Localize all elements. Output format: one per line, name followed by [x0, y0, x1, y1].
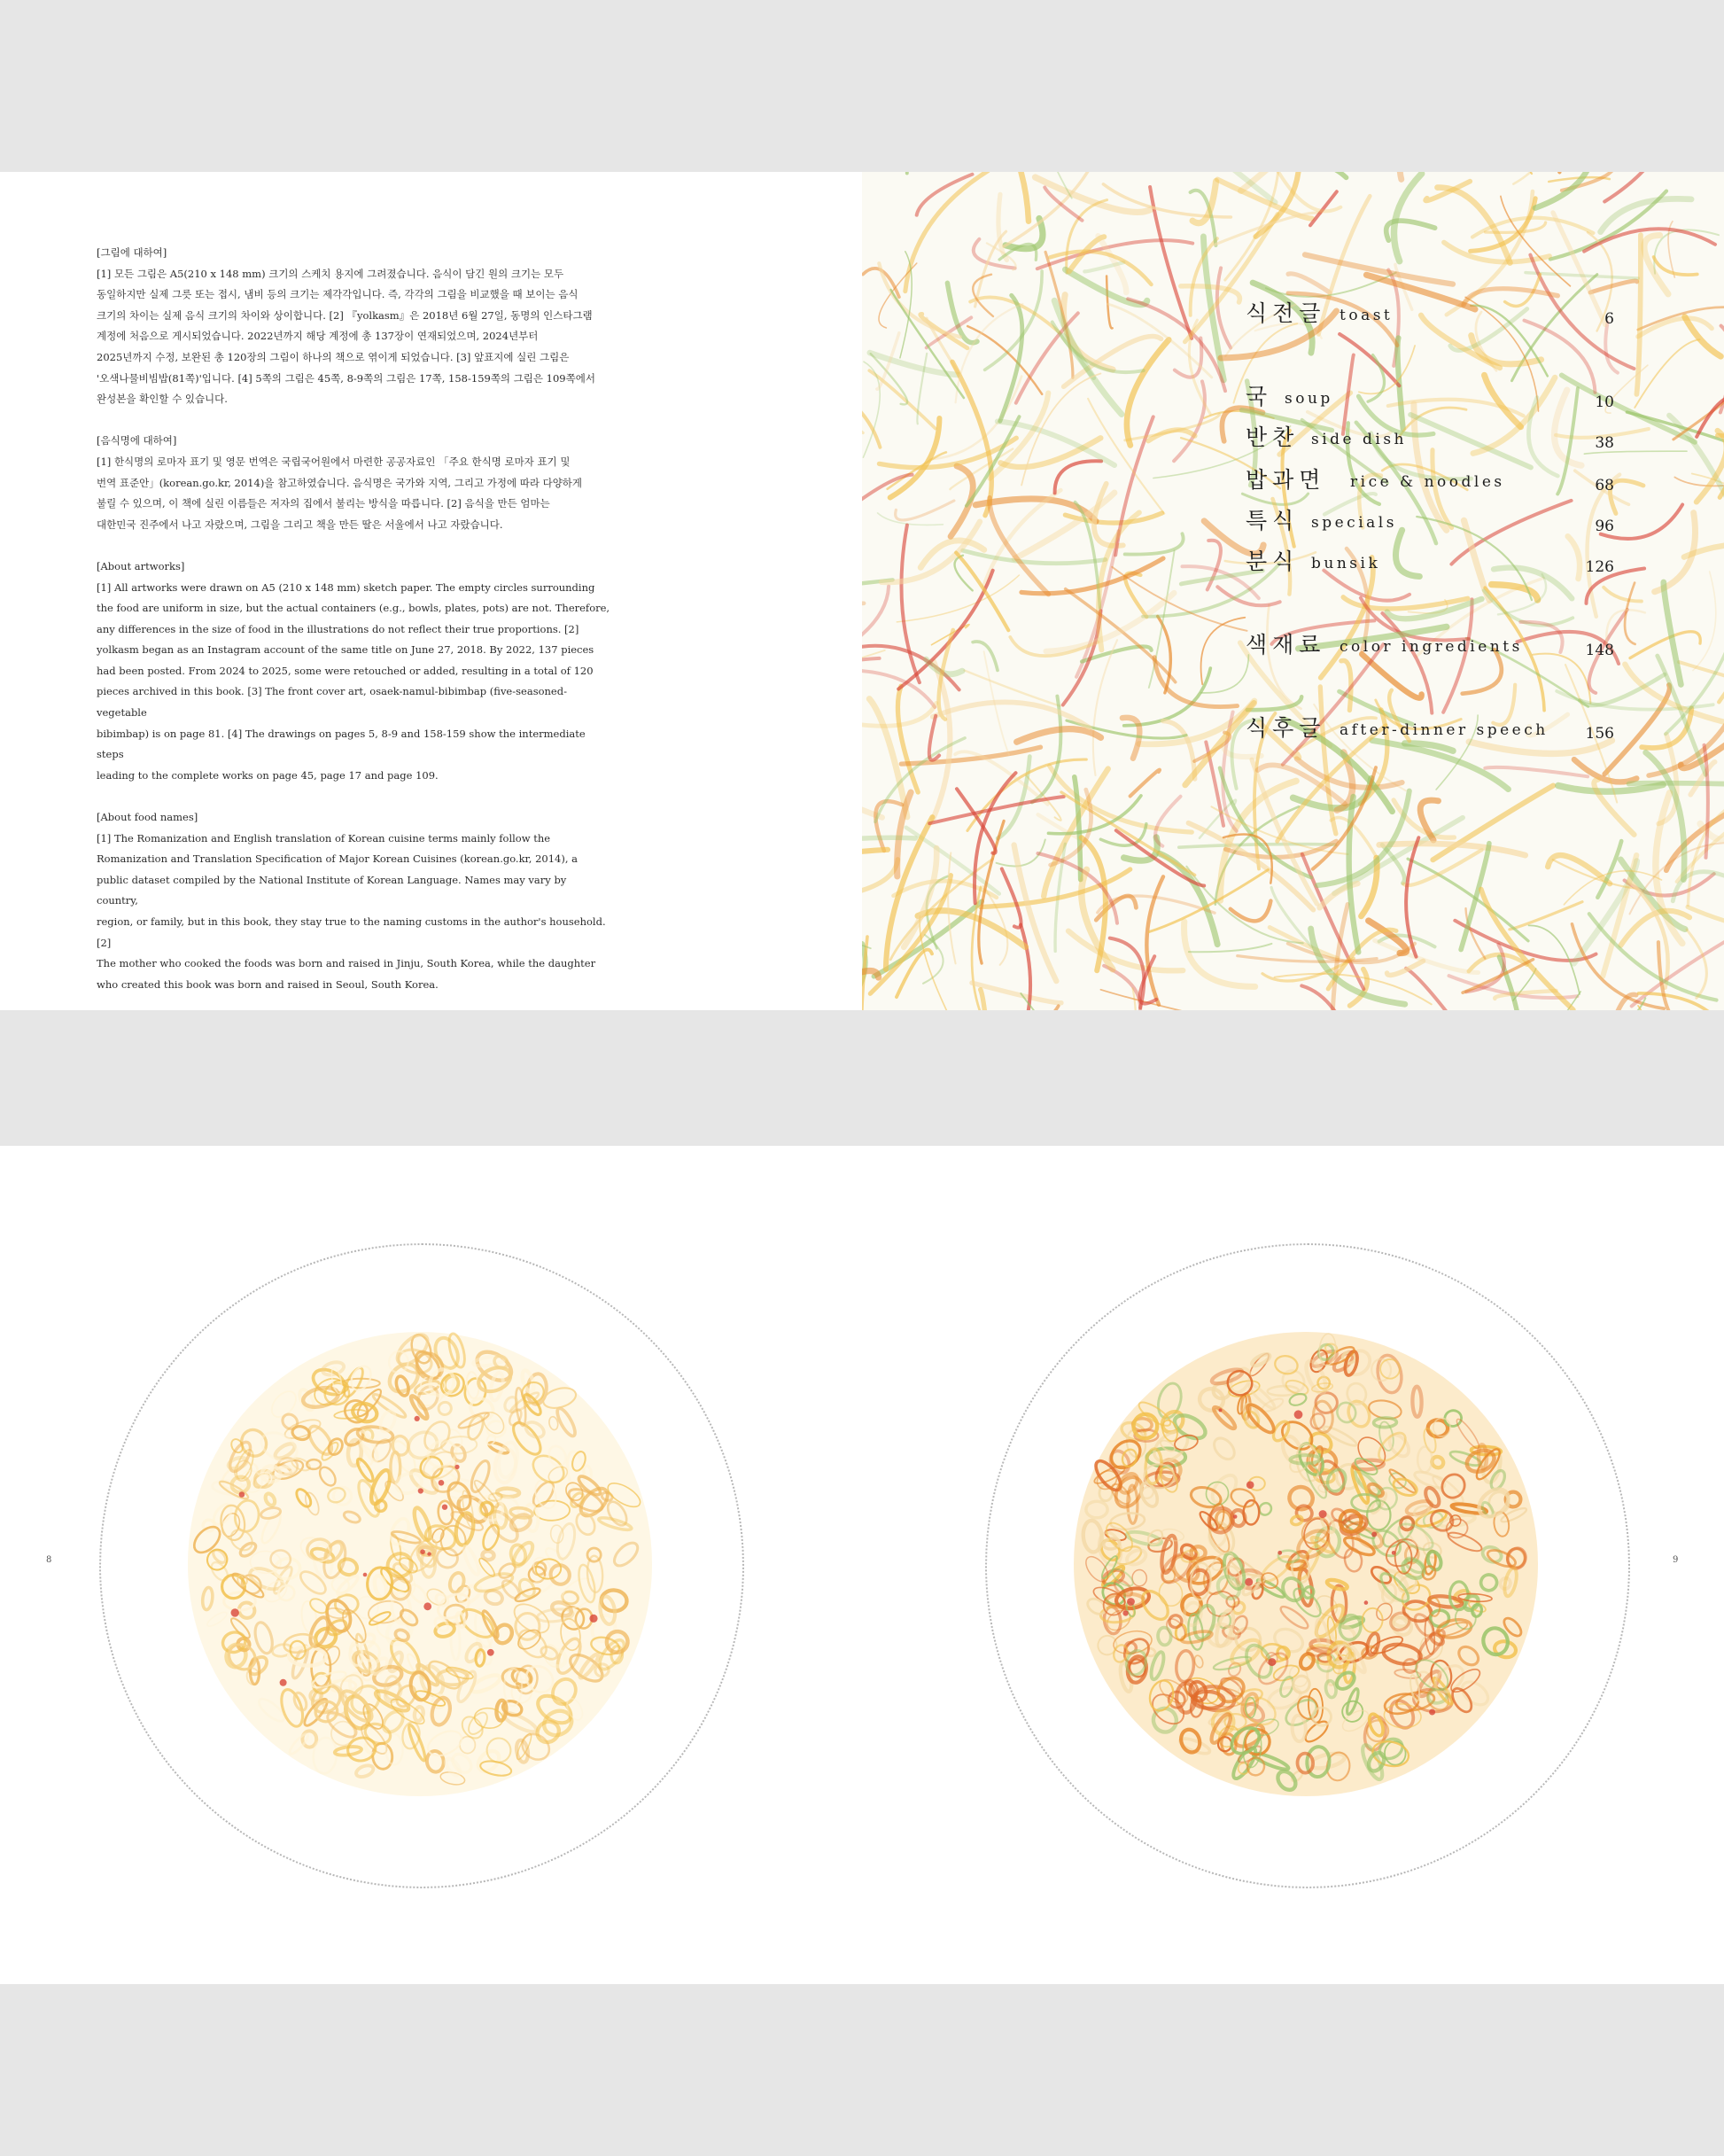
notes-text-block: [97, 243, 610, 995]
chili-fleck: [1245, 1578, 1253, 1586]
chili-fleck: [1429, 1709, 1435, 1716]
toc-entry[interactable]: [1246, 420, 1614, 455]
chili-fleck: [1233, 1514, 1238, 1519]
toc-entry[interactable]: [1246, 503, 1614, 539]
chili-fleck: [363, 1573, 368, 1577]
toc-page-number: 38: [1595, 434, 1614, 452]
page-number-left: 8: [46, 1555, 52, 1565]
chili-fleck: [589, 1615, 597, 1623]
page-number-right: 9: [1673, 1555, 1679, 1565]
toc-title-ko: 특식: [1246, 508, 1300, 533]
table-of-contents: [862, 172, 1724, 1010]
chili-fleck: [1246, 1481, 1254, 1489]
toc-title-ko: 식전글: [1246, 300, 1326, 326]
chili-fleck: [1268, 1658, 1276, 1666]
notes-line: [About artworks]: [97, 559, 185, 572]
chili-fleck: [439, 1480, 445, 1486]
toc-title-ko: 색재료: [1246, 632, 1326, 658]
toc-entry[interactable]: [1246, 296, 1614, 331]
toc-entry[interactable]: [1246, 544, 1614, 580]
notes-line: 불릴 수 있으며, 이 책에 실린 이름들은 저자의 집에서 불리는 방식을 따릅니다. [2] 음식을 만든 엄마는: [97, 497, 550, 510]
chili-fleck: [1392, 1551, 1396, 1555]
chili-fleck: [423, 1602, 431, 1610]
notes-line: [97, 786, 610, 807]
toc-title-ko: 분식: [1246, 549, 1300, 574]
notes-line: The mother who cooked the foods was born and raised in Jinju, South Korea, while the daughter: [97, 957, 596, 970]
notes-line: [1] All artworks were drawn on A5 (210 x 148 mm) sketch paper. The empty circles surrounding: [97, 580, 595, 594]
toc-title-en: soup: [1285, 390, 1333, 408]
notes-line: Romanization and Translation Specification of Major Korean Cuisines (korean.go.kr, 2014), a: [97, 852, 579, 866]
notes-line: 번역 표준안」(korean.go.kr, 2014)을 참고하였습니다. 음식명은 국가와 지역, 그리고 가정에 따라 다양하게: [97, 476, 583, 489]
notes-line: [그림에 대하여]: [97, 246, 167, 259]
chili-fleck: [454, 1465, 459, 1469]
soup-illustration-pale: [182, 1327, 657, 1802]
notes-line: [1] 한식명의 로마자 표기 및 영문 번역은 국립국어원에서 마련한 공공자료인 「주요 한식명 로마자 표기 및: [97, 455, 571, 468]
chili-fleck: [415, 1416, 420, 1421]
notes-line: 2025년까지 수정, 보완된 총 120장의 그림이 하나의 책으로 엮이게 되었습니다. [3] 앞표지에 실린 그림은: [97, 350, 570, 363]
toc-title-en: side dish: [1311, 431, 1407, 448]
chili-fleck: [1127, 1598, 1135, 1606]
chili-fleck: [231, 1608, 239, 1616]
toc-title-en: color ingredients: [1340, 638, 1523, 656]
chili-fleck: [1371, 1532, 1377, 1537]
notes-line: [1] The Romanization and English translation of Korean cuisine terms mainly follow the: [97, 831, 551, 844]
chili-fleck: [239, 1491, 245, 1498]
chili-fleck: [1219, 1408, 1223, 1412]
toc-page-number: 126: [1585, 558, 1614, 576]
notes-line: who created this book was born and raised in Seoul, South Korea.: [97, 977, 439, 991]
notes-line: 계정에 처음으로 게시되었습니다. 2022년까지 해당 계정에 총 137장이 연재되었으며, 2024년부터: [97, 330, 539, 343]
toc-title-en: after-dinner speech: [1340, 721, 1549, 739]
notes-line: bibimbap) is on page 81. [4] The drawings on pages 5, 8-9 and 158-159 show the intermediate steps: [97, 727, 586, 761]
notes-line: 완성본을 확인할 수 있습니다.: [97, 393, 228, 406]
chili-fleck: [418, 1488, 423, 1493]
chili-fleck: [1364, 1600, 1369, 1605]
chili-fleck: [1319, 1510, 1327, 1518]
chili-fleck: [427, 1552, 431, 1555]
chili-fleck: [280, 1679, 287, 1686]
toc-title-en: specials: [1311, 514, 1397, 532]
notes-line: [음식명에 대하여]: [97, 434, 177, 448]
chili-fleck: [487, 1649, 494, 1656]
toc-title-ko: 식후글: [1246, 715, 1326, 741]
chili-fleck: [1277, 1551, 1282, 1555]
toc-entry[interactable]: [1246, 463, 1614, 498]
notes-line: [97, 410, 610, 432]
notes-line: region, or family, but in this book, they stay true to the naming customs in the author's household. [2]: [97, 915, 606, 949]
toc-title-ko: 국: [1246, 384, 1273, 409]
notes-line: any differences in the size of food in the illustrations do not reflect their true proportions. [2]: [97, 622, 579, 635]
chili-fleck: [1122, 1610, 1128, 1615]
notes-line: [About food names]: [97, 811, 198, 824]
toc-page-number: 96: [1595, 518, 1614, 535]
toc-page-number: 68: [1595, 477, 1614, 494]
notes-line: 동일하지만 실제 그릇 또는 접시, 냄비 등의 크기는 제각각입니다. 즉, 각각의 그림을 비교했을 때 보이는 음식: [97, 288, 579, 301]
toc-title-ko: 밥과면: [1246, 467, 1326, 493]
notes-line: leading to the complete works on page 45, page 17 and page 109.: [97, 768, 439, 782]
spread-contents: [0, 172, 1724, 1010]
notes-line: public dataset compiled by the National Institute of Korean Language. Names may vary by country,: [97, 873, 567, 907]
notes-line: had been posted. From 2024 to 2025, some were retouched or added, resulting in a total of 120: [97, 664, 594, 677]
notes-line: 대한민국 진주에서 나고 자랐으며, 그림을 그리고 책을 만든 딸은 서울에서 나고 자랐습니다.: [97, 518, 503, 531]
toc-entry[interactable]: [1246, 711, 1614, 746]
notes-line: pieces archived in this book. [3] The front cover art, osaek-namul-bibimbap (five-seasoned-vegetable: [97, 685, 567, 720]
toc-page-number: 10: [1595, 393, 1614, 411]
toc-page-number: 148: [1585, 642, 1614, 659]
spread-food-illustrations: [0, 1146, 1724, 1984]
chili-fleck: [442, 1505, 447, 1510]
toc-title-ko: 반찬: [1246, 424, 1300, 450]
toc-entry[interactable]: [1246, 627, 1614, 663]
soup-illustration-vivid: [1068, 1327, 1543, 1802]
toc-page-number: 156: [1585, 725, 1614, 743]
toc-title-en: rice & noodles: [1350, 473, 1505, 491]
chili-fleck: [1294, 1410, 1303, 1419]
toc-title-en: bunsik: [1311, 555, 1381, 572]
toc-title-en: toast: [1340, 307, 1394, 324]
toc-entry[interactable]: [1246, 379, 1614, 415]
chili-fleck: [420, 1549, 425, 1554]
toc-page-number: 6: [1604, 310, 1614, 328]
notes-line: yolkasm began as an Instagram account of the same title on June 27, 2018. By 2022, 137 pieces: [97, 643, 594, 657]
notes-line: 크기의 차이는 실제 음식 크기의 차이와 상이합니다. [2] 『yolkasm』은 2018년 6월 27일, 동명의 인스타그램: [97, 308, 593, 322]
notes-gap: [97, 535, 610, 557]
notes-line: [1] 모든 그림은 A5(210 x 148 mm) 크기의 스케치 용지에 그려졌습니다. 음식이 담긴 원의 크기는 모두: [97, 267, 564, 280]
notes-line: '오색나물비빔밥(81쪽)'입니다. [4] 5쪽의 그림은 45쪽, 8-9쪽의 그림은 17쪽, 158-159쪽의 그림은 109쪽에서: [97, 371, 595, 385]
notes-line: the food are uniform in size, but the actual containers (e.g., bowls, plates, pots) are not. Therefore,: [97, 602, 610, 615]
